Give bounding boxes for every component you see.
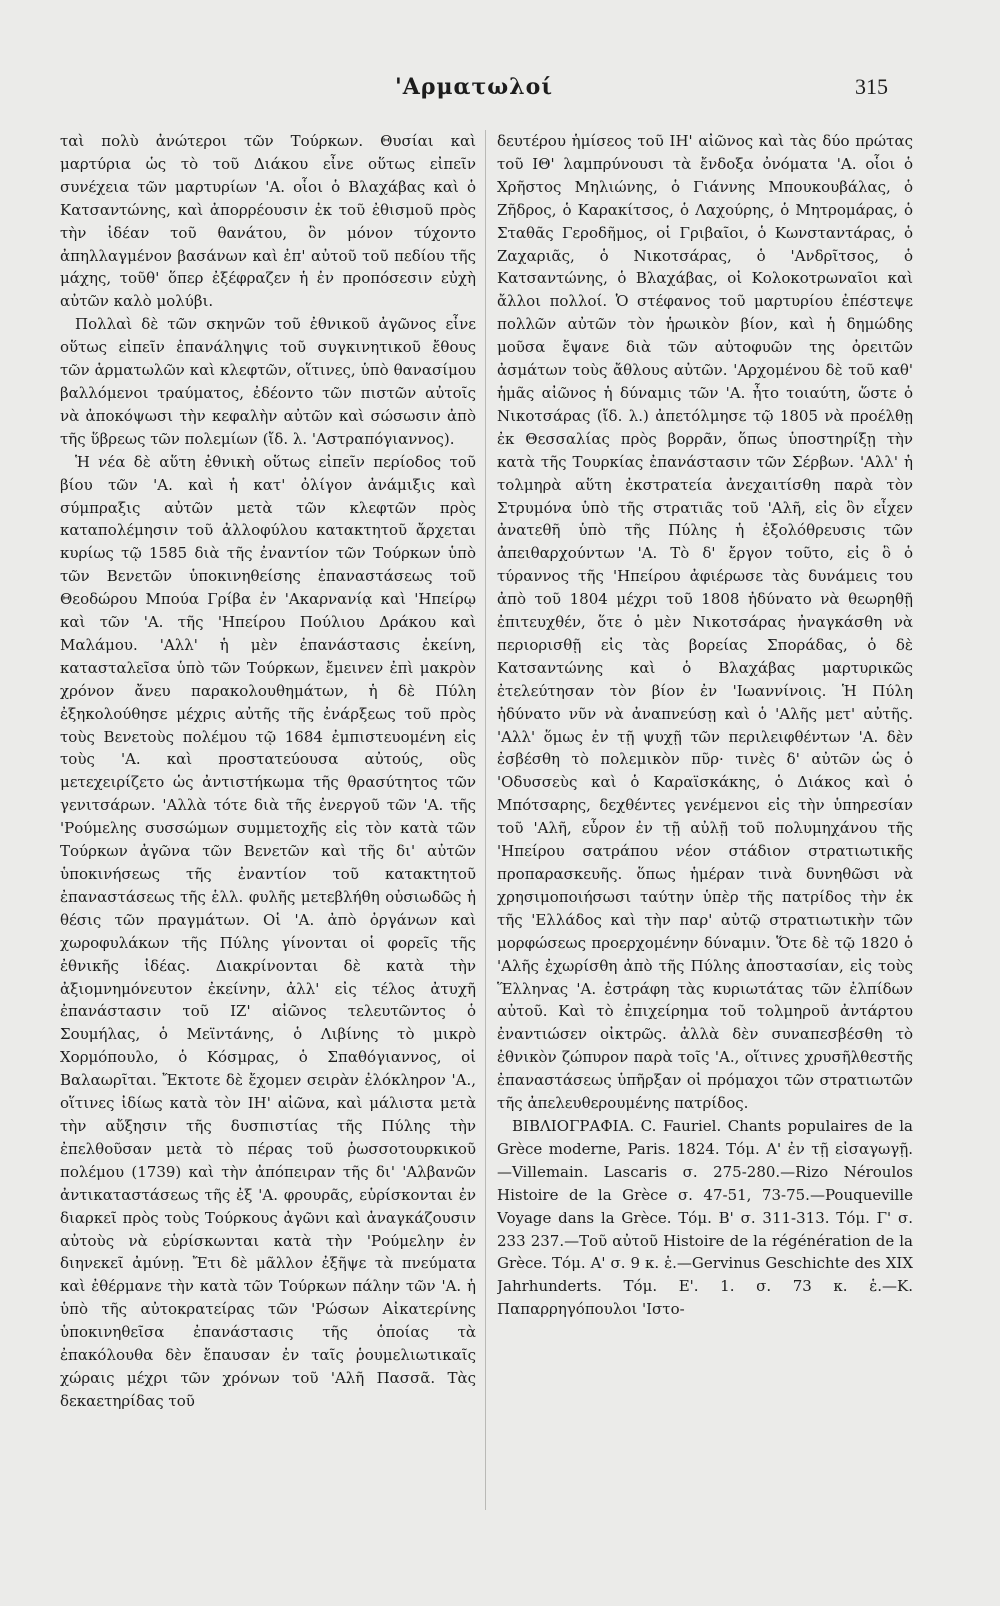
right-column: [497, 130, 913, 1560]
page-title: 'Αρματωλοί: [395, 74, 553, 100]
page-number: 315: [855, 74, 888, 99]
paragraph: Πολλαὶ δὲ τῶν σκηνῶν τοῦ ἐθνικοῦ ἀγῶνος εἶνε οὕτως εἰπεῖν ἐπανάληψις τοῦ συγκινητικοῦ ἔθους τῶν ἁρματωλῶν καὶ κλεφτῶν, οἵτινες, ὑπὸ θανασίμου βαλλόμενοι τραύματος, ἐδέοντο τῶν πιστῶν αὐτοῖς νὰ ἀποκόψωσι τὴν κεφαλὴν αὐτῶν καὶ σώσωσιν ἀπὸ τῆς ὕβρεως τῶν πολεμίων (ἴδ. λ. 'Αστραπόγιαννος).: [60, 315, 476, 448]
running-head: [60, 74, 888, 118]
column-divider: [485, 130, 486, 1510]
paragraph: ταὶ πολὺ ἀνώτεροι τῶν Τούρκων. Θυσίαι καὶ μαρτύρια ὡς τὸ τοῦ Διάκου εἶνε οὕτως εἰπεῖν συνέχεια τῶν μαρτυρίων 'Α. οἷοι ὁ Βλαχάβας καὶ ὁ Κατσαντώνης, καὶ ἀπορρέουσιν ἐκ τοῦ ἐθισμοῦ πρὸς τὴν ἰδέαν τοῦ θανάτου, ὃν μόνον τύχοντο ἀπηλλαγμένον βασάνων καὶ ἐπ' αὐτοῦ τοῦ πεδίου τῆς μάχης, τοῦθ' ὅπερ ἐξέφραζεν ἡ ἐν προπόσεσιν εὐχὴ αὐτῶν καλὸ μολύβι.: [60, 132, 476, 311]
paragraph: Ἡ νέα δὲ αὕτη ἐθνικὴ οὕτως εἰπεῖν περίοδος τοῦ βίου τῶν 'Α. καὶ ἡ κατ' ὀλίγον ἀνάμιξις καὶ σύμπραξις αὐτῶν μετὰ τῶν κλεφτῶν πρὸς καταπολέμησιν τοῦ ἀλλοφύλου κατακτητοῦ ἄρχεται κυρίως τῷ 1585 διὰ τῆς ἐναντίον τῶν Τούρκων ὑπὸ τῶν Βενετῶν ὑποκινηθείσης ἐπαναστάσεως τοῦ Θεοδώρου Μπούα Γρίβα ἐν 'Ακαρνανίᾳ καὶ 'Ηπείρῳ καὶ τῶν 'Α. τῆς 'Ηπείρου Πούλιου Δράκου καὶ Μαλάμου. 'Αλλ' ἡ μὲν ἐπανάστασις ἐκείνη, κατασταλεῖσα ὑπὸ τῶν Τούρκων, ἔμεινεν ἐπὶ μακρὸν χρόνον ἄνευ παρακολουθημάτων, ἡ δὲ Πύλη ἐξηκολούθησε μέχρις αὐτῆς τῆς ἐνάρξεως τοῦ πρὸς τοὺς Βενετοὺς πολέμου τῷ 1684 ἐμπιστευομένη εἰς τοὺς 'Α. καὶ προστατεύουσα αὐτούς, οὓς μετεχειρίζετο ὡς ἀντιστήκωμα τῆς θρασύτητος τῶν γενιτσάρων. 'Αλλὰ τότε διὰ τῆς ἐνεργοῦ τῶν 'Α. τῆς 'Ρούμελης συσσώμων συμμετοχῆς εἰς τὸν κατὰ τῶν Τούρκων ἀγῶνα τῶν Βενετῶν καὶ τῆς δι' αὐτῶν ὑποκινήσεως τῆς ἐναντίον τοῦ κατακτητοῦ ἐπαναστάσεως τῆς ἑλλ. φυλῆς μετεβλήθη οὐσιωδῶς ἡ θέσις τῶν πραγμάτων. Οἱ 'Α. ἀπὸ ὀργάνων καὶ χωροφυλάκων τῆς Πύλης γίνονται οἱ φορεῖς τῆς ἐθνικῆς ἰδέας. Διακρίνονται δὲ κατὰ τὴν ἀξιομνημόνευτον ἐκείνην, ἀλλ' εἰς τέλος ἀτυχῆ ἐπανάστασιν τοῦ ΙΖ' αἰῶνος τελευτῶντος ὁ Σουμήλας, ὁ Μεϊντάνης, ὁ Λιβίνης τὸ μικρὸ Χορμόπουλο, ὁ Κόσμρας, ὁ Σπαθόγιαννος, οἱ Βαλαωρῖται. Ἔκτοτε δὲ ἔχομεν σειρὰν ἐλόκληρον 'Α., οἵτινες ἰδίως κατὰ τὸν ΙΗ' αἰῶνα, καὶ μάλιστα μετὰ τὴν αὔξησιν τῆς δυσπιστίας τῆς Πύλης τὴν ἐπελθοῦσαν μετὰ τὸ πέρας τοῦ ῥωσσοτουρκικοῦ πολέμου (1739) καὶ τὴν ἀπόπειραν τῆς δι' 'Αλβανῶν ἀντικαταστάσεως τῆς ἐξ 'Α. φρουρᾶς, εὑρίσκονται ἐν διαρκεῖ πρὸς τοὺς Τούρκους ἀγῶνι καὶ ἀναγκάζουσιν αὐτοὺς νὰ εὑρίσκωνται κατὰ τὴν 'Ρούμελην ἐν διηνεκεῖ ἀμύνῃ. Ἔτι δὲ μᾶλλον ἐξῆψε τὰ πνεύματα καὶ ἐθέρμανε τὴν κατὰ τῶν Τούρκων πάλην τῶν 'Α. ἡ ὑπὸ τῆς αὐτοκρατείρας τῶν 'Ρώσων Αἰκατερίνης ὑποκινηθεῖσα ἐπανάστασις τῆς ὁποίας τὰ ἐπακόλουθα δὲν ἔπαυσαν ἐν ταῖς ῥουμελιωτικαῖς χώραις μέχρι τῶν χρόνων τοῦ 'Αλῆ Πασσᾶ. Τὰς δεκαετηρίδας τοῦ: [60, 452, 476, 1410]
bibliography-paragraph: ΒΙΒΛΙΟΓΡΑΦΙΑ. C. Fauriel. Chants populaires de la Grèce moderne, Paris. 1824. Τόμ. Α' ἐν τῇ εἰσαγωγῇ.—Villemain. Lascaris σ. 275-280.—Rizo Néroulos Histoire de la Grèce σ. 47-51, 73-75.—Pouqueville Voyage dans la Grèce. Τόμ. Β' σ. 311-313. Τόμ. Γ' σ. 233 237.—Τοῦ αὐτοῦ Histoire de la régénération de la Grèce. Τόμ. Α' σ. 9 κ. ἑ.—Gervinus Geschichte des XIX Jahrhunderts. Τόμ. Ε'. 1. σ. 73 κ. ἑ.—Κ. Παπαρρηγόπουλοι 'Ιστο-: [497, 1116, 913, 1319]
paragraph: δευτέρου ἡμίσεος τοῦ ΙΗ' αἰῶνος καὶ τὰς δύο πρώτας τοῦ ΙΘ' λαμπρύνουσι τὰ ἔνδοξα ὀνόματα 'Α. οἷοι ὁ Χρῆστος Μηλιώνης, ὁ Γιάννης Μπουκουβάλας, ὁ Ζῆδρος, ὁ Καρακίτσος, ὁ Λαχούρης, ὁ Μητρομάρας, ὁ Σταθᾶς Γεροδῆμος, οἱ Γριβαῖοι, ὁ Κωνσταντάρας, ὁ Ζαχαριᾶς, ὁ Νικοτσάρας, ὁ 'Ανδρῖτσος, ὁ Κατσαντώνης, ὁ Βλαχάβας, οἱ Κολοκοτρωναῖοι καὶ ἄλλοι πολλοί. Ὁ στέφανος τοῦ μαρτυρίου ἐπέστεψε πολλῶν αὐτῶν τὸν ἡρωικὸν βίον, καὶ ἡ δημώδης μοῦσα ἔψανε διὰ τῶν αὐτοφυῶν της ὀρειτῶν ἀσμάτων τοὺς ἄθλους αὐτῶν. 'Αρχομένου δὲ τοῦ καθ' ἡμᾶς αἰῶνος ἡ δύναμις τῶν 'Α. ἦτο τοιαύτη, ὥστε ὁ Νικοτσάρας (ἴδ. λ.) ἀπετόλμησε τῷ 1805 νὰ προέλθῃ ἐκ Θεσσαλίας πρὸς βορρᾶν, ὅπως ὑποστηρίξῃ τὴν κατὰ τῆς Τουρκίας ἐπανάστασιν τῶν Σέρβων. 'Αλλ' ἡ τολμηρὰ αὕτη ἐκστρατεία ἀνεχαιτίσθη παρὰ τὸν Στρυμόνα ὑπὸ τῆς στρατιᾶς τοῦ 'Αλῆ, εἰς ὃν εἶχεν ἀνατεθῆ ὑπὸ τῆς Πύλης ἡ ἐξολόθρευσις τῶν ἀπειθαρχούντων 'Α. Τὸ δ' ἔργον τοῦτο, εἰς ὃ ὁ τύραννος τῆς 'Ηπείρου ἀφιέρωσε τὰς δυνάμεις του ἀπὸ τοῦ 1804 μέχρι τοῦ 1808 ἠδύνατο νὰ θεωρηθῇ ἐπιτευχθέν, ὅτε ὁ μὲν Νικοτσάρας ἠναγκάσθη νὰ περιορισθῇ εἰς τὰς βορείας Σποράδας, ὁ δὲ Κατσαντώνης καὶ ὁ Βλαχάβας μαρτυρικῶς ἐτελεύτησαν τὸν βίον ἐν 'Ιωαννίνοις. Ἡ Πύλη ἠδύνατο νῦν νὰ ἀναπνεύσῃ καὶ ὁ 'Αλῆς μετ' αὐτῆς. 'Αλλ' ὅμως ἐν τῇ ψυχῇ τῶν περιλειφθέντων 'Α. δὲν ἐσβέσθη τὸ πολεμικὸν πῦρ· τινὲς δ' αὐτῶν ὡς ὁ 'Οδυσσεὺς καὶ ὁ Καραϊσκάκης, ὁ Διάκος καὶ ὁ Μπότσαρης, δεχθέντες γενέμενοι εἰς τὴν ὑπηρεσίαν τοῦ 'Αλῆ, εὗρον ἐν τῇ αὐλῇ τοῦ πολυμηχάνου τῆς 'Ηπείρου σατράπου νέον στάδιον στρατιωτικῆς προπαρασκευῆς. ὅπως ἡμέραν τινὰ δυνηθῶσι νὰ χρησιμοποιήσωσι ταύτην ὑπὲρ τῆς πατρίδος τὴν ἐκ τῆς 'Ελλάδος καὶ τὴν παρ' αὐτῷ στρατιωτικὴν τῶν μορφώσεως προερχομένην δύναμιν. Ὅτε δὲ τῷ 1820 ὁ 'Αλῆς ἐχωρίσθη ἀπὸ τῆς Πύλης ἀποστασίαν, εἰς τοὺς Ἕλληνας 'Α. ἐστράφη τὰς κυριωτάτας τῶν ἐλπίδων αὐτοῦ. Καὶ τὸ ἐπιχείρημα τοῦ τολμηροῦ ἀντάρτου ἐναντιώσεν οἰκτρῶς. ἀλλὰ δὲν συναπεσβέσθη τὸ ἐθνικὸν ζώπυρον παρὰ τοῖς 'Α., οἵτινες χρυσῆλθεστῆς ἐπαναστάσεως ὑπῆρξαν οἱ πρόμαχοι τῶν στρατιωτῶν τῆς ἀπελευθερουμένης πατρίδος.: [497, 132, 913, 1113]
left-column: [60, 130, 476, 1560]
